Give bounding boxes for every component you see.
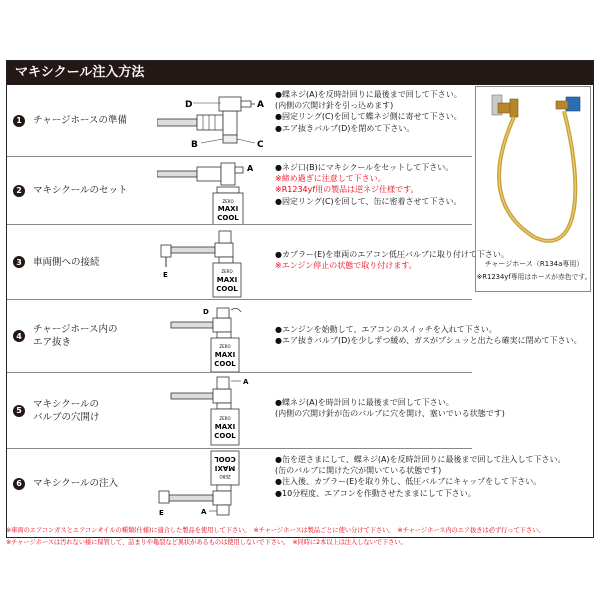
label-e: E — [159, 509, 164, 517]
step-number: 3 — [13, 256, 25, 268]
inject-diagram — [157, 449, 273, 519]
can-label-small: ZERO — [219, 344, 231, 349]
desc-line: ●10分程度、エアコンを作動させたままにして下さい。 — [275, 488, 476, 498]
step-description — [275, 397, 505, 419]
charge-hose-image — [476, 87, 592, 257]
step-number: 6 — [13, 478, 25, 490]
step-row-6 — [7, 448, 566, 518]
hose-note: ※R1234yf専用はホースが赤色です。 — [476, 273, 592, 281]
can-label-maxi: MAXI — [214, 423, 236, 431]
label-b: B — [191, 140, 198, 150]
step-heading — [13, 157, 128, 224]
can-label-cool: COOL — [214, 455, 236, 463]
desc-line: ●カプラー(E)を車両のエアコン低圧バルブに取り付けて下さい。 — [275, 250, 509, 259]
desc-line: ●注入後、カプラー(E)を取り外し、低圧バルブにキャップをして下さい。 — [275, 477, 542, 487]
step-label: マキシクールの注入 — [33, 478, 119, 489]
step-heading — [13, 300, 118, 372]
warning-line: ※締め過ぎに注意して下さい。 — [275, 174, 386, 184]
step-heading — [13, 85, 127, 156]
desc-line: ●蝶ネジ(A)を反時計回りに最後まで回して下さい。 — [275, 90, 462, 99]
step-description — [275, 324, 582, 346]
label-c: C — [257, 140, 264, 150]
step-row-1 — [7, 85, 472, 156]
can-label-small: ZERO — [221, 269, 233, 274]
desc-line: ●固定リング(C)を回して、缶に密着させて下さい。 — [275, 196, 462, 206]
desc-line: (内側の穴開け針が缶のバルブに穴を開け、塞いでいる状態です) — [275, 409, 505, 419]
can-label-maxi: MAXI — [216, 276, 238, 284]
step-label: マキシクールの バルブの穴開け — [33, 398, 100, 423]
can-label-small: ZERO — [219, 474, 231, 479]
can-label-maxi: MAXI — [217, 205, 239, 213]
can-set-diagram — [157, 157, 273, 225]
step-row-3 — [7, 224, 509, 299]
desc-line: ●固定リング(C)を回して蝶ネジ側に寄せて下さい。 — [275, 112, 462, 122]
label-d: D — [203, 308, 209, 316]
desc-line: ●蝶ネジ(A)を時計回りに最後まで回して下さい。 — [275, 398, 454, 407]
step-label: マキシクールのセット — [33, 185, 128, 196]
desc-line: ●ネジ口(B)にマキシクールをセットして下さい。 — [275, 163, 454, 172]
warning-line: ※エンジン停止の状態で取り付けます。 — [275, 261, 417, 271]
desc-line: ●エア抜きバルブ(D)を閉めて下さい。 — [275, 123, 415, 133]
step-heading — [13, 225, 100, 299]
desc-line: (缶のバルブに開けた穴が開いている状態です) — [275, 466, 442, 476]
can-label-cool: COOL — [214, 432, 236, 440]
desc-line: ●エア抜きバルブ(D)を少しずつ緩め、ガスがプシュッと出たら確実に閉めて下さい。 — [275, 336, 582, 346]
can-label-maxi: MAXI — [214, 464, 236, 472]
step-number: 1 — [13, 115, 25, 127]
vehicle-connect-diagram — [157, 225, 273, 300]
label-e: E — [163, 271, 168, 279]
warning-line: ※R1234yf用の製品は逆ネジ仕様です。 — [275, 185, 419, 195]
footnote-line-2: ※チャージホースは汚れない様に保管して、詰まりや亀裂など異状があるものは使用しないで下さい。 ※同時に2本以上は注入しないで下さい。 — [6, 539, 407, 546]
can-label-small: ZERO — [219, 416, 231, 421]
step-number: 4 — [13, 330, 25, 342]
label-d: D — [185, 100, 193, 110]
footnote-line-1: ※車両のエアコンガスとエアコンオイルの種類(仕様)に適合した製品を使用して下さい。 ※チャージホースは製品ごとに使い分けて下さい。 ※チャージホース内のエア抜きは必ず行って下さい。 — [6, 527, 545, 534]
can-label-small: ZERO — [222, 199, 234, 204]
label-a: A — [257, 100, 264, 110]
desc-line: (内側の穴開け針を引っ込めます) — [275, 101, 394, 111]
desc-line: ●エンジンを始動して、エアコンのスイッチを入れて下さい。 — [275, 325, 497, 334]
page-title: マキシクール注入方法 — [7, 61, 593, 85]
step-label: チャージホース内の エア抜き — [33, 324, 118, 348]
step-number: 5 — [13, 405, 25, 417]
step-description — [275, 249, 509, 271]
step-heading — [13, 449, 118, 518]
step-description — [275, 162, 462, 207]
label-a: A — [201, 508, 207, 516]
can-label-cool: COOL — [217, 214, 239, 222]
hose-caption: チャージホース（R134a専用） — [484, 260, 584, 268]
step-label: チャージホースの準備 — [33, 115, 128, 126]
step-row-4 — [7, 299, 582, 372]
label-a: A — [247, 164, 254, 173]
instruction-sheet — [6, 60, 594, 538]
label-a: A — [243, 378, 249, 386]
valve-pierce-diagram — [157, 373, 273, 449]
step-heading — [13, 373, 100, 448]
step-label: 車両側への接続 — [33, 256, 100, 268]
step-row-2 — [7, 156, 472, 224]
can-label-maxi: MAXI — [214, 351, 236, 359]
desc-line: ●缶を逆さまにして、蝶ネジ(A)を反時計回りに最後まで回して注入して下さい。 — [275, 455, 566, 464]
step-description — [275, 454, 566, 499]
step-number: 2 — [13, 185, 25, 197]
charge-hose-diagram — [157, 85, 273, 156]
charge-hose-photo-box — [475, 86, 591, 292]
can-label-cool: COOL — [216, 285, 238, 293]
step-row-5 — [7, 372, 505, 448]
air-purge-diagram — [157, 300, 273, 373]
can-label-cool: COOL — [214, 360, 236, 368]
step-description — [275, 89, 462, 134]
